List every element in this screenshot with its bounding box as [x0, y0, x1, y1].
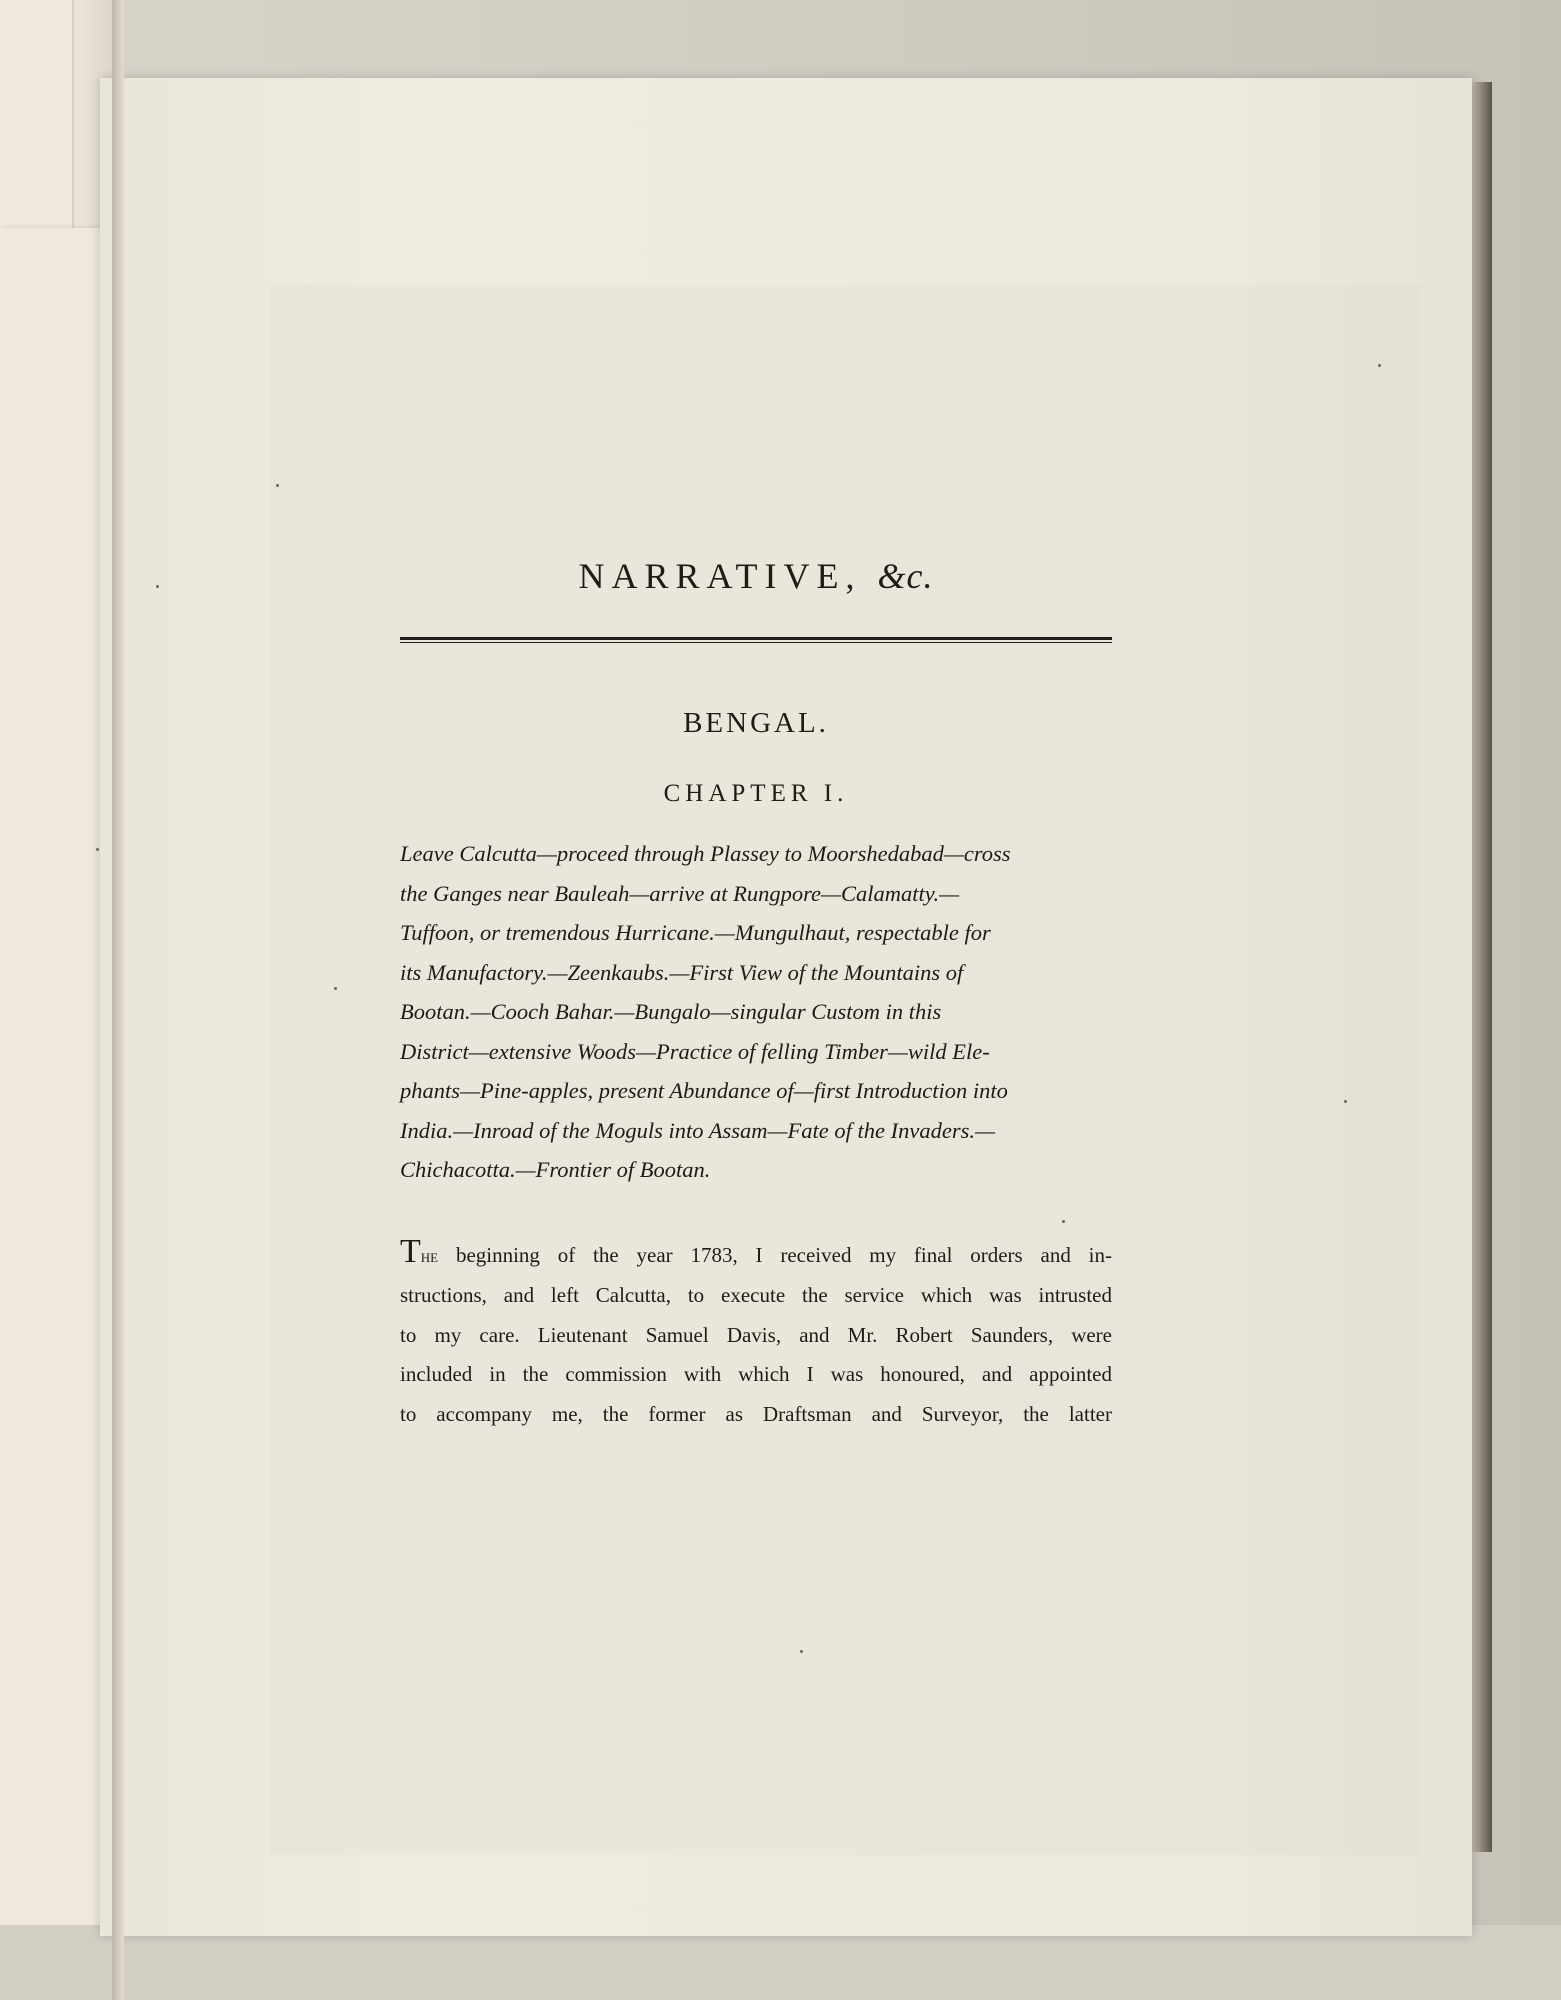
paper-speck	[1344, 1100, 1347, 1103]
synopsis-line: phants—Pine-apples, present Abundance of—first Introduction into	[400, 1078, 1008, 1103]
left-page-edge	[0, 228, 114, 2000]
double-rule-divider	[400, 637, 1112, 643]
synopsis-line: India.—Inroad of the Moguls into Assam—Fate of the Invaders.—	[400, 1117, 995, 1143]
narrative-title-suffix: &c.	[877, 556, 934, 596]
first-word-rest: he	[420, 1245, 439, 1267]
body-line: to accompany me, the former as Draftsman and Surveyor, the latter	[400, 1401, 1112, 1426]
paper-speck	[800, 1650, 803, 1653]
book-gutter	[112, 0, 124, 2000]
narrative-title	[400, 555, 1112, 597]
paper-speck	[96, 848, 99, 851]
bottom-surface	[0, 1925, 1561, 2000]
body-line	[400, 1232, 1112, 1277]
paper-speck	[334, 987, 337, 990]
synopsis-line: Leave Calcutta—proceed through Plassey to Moorshedabad—cross	[400, 841, 1011, 866]
paper-speck	[1378, 364, 1381, 367]
narrative-title-text: NARRATIVE,	[578, 556, 862, 596]
synopsis-line: its Manufactory.—Zeenkaubs.—First View of the Mountains of	[400, 959, 964, 985]
synopsis-line: Chichacotta.—Frontier of Bootan.	[400, 1157, 711, 1182]
body-paragraph	[400, 1232, 1112, 1435]
synopsis-line: District—extensive Woods—Practice of felling Timber—wild Ele-	[400, 1038, 990, 1064]
drop-cap: T	[400, 1232, 421, 1270]
body-line: to my care. Lieutenant Samuel Davis, and Mr. Robert Saunders, were	[400, 1322, 1112, 1347]
synopsis-line: Bootan.—Cooch Bahar.—Bungalo—singular Custom in this	[400, 999, 942, 1024]
chapter-title: CHAPTER I.	[663, 780, 849, 807]
chapter-synopsis	[400, 834, 1112, 1190]
paper-speck	[156, 585, 159, 588]
synopsis-line: Tuffoon, or tremendous Hurricane.—Mungulhaut, respectable for	[400, 920, 991, 945]
body-line: structions, and left Calcutta, to execute the service which was intrusted	[400, 1283, 1112, 1307]
first-line-text: beginning of the year 1783, I received my final orders and in-	[438, 1242, 1112, 1267]
paper-speck	[276, 484, 279, 487]
page-content	[400, 555, 1112, 1434]
section-title: BENGAL.	[683, 707, 829, 739]
left-page-flap	[0, 0, 74, 242]
synopsis-line: the Ganges near Bauleah—arrive at Rungpore—Calamatty.—	[400, 880, 960, 906]
body-line: included in the commission with which I was honoured, and appointed	[400, 1362, 1112, 1386]
